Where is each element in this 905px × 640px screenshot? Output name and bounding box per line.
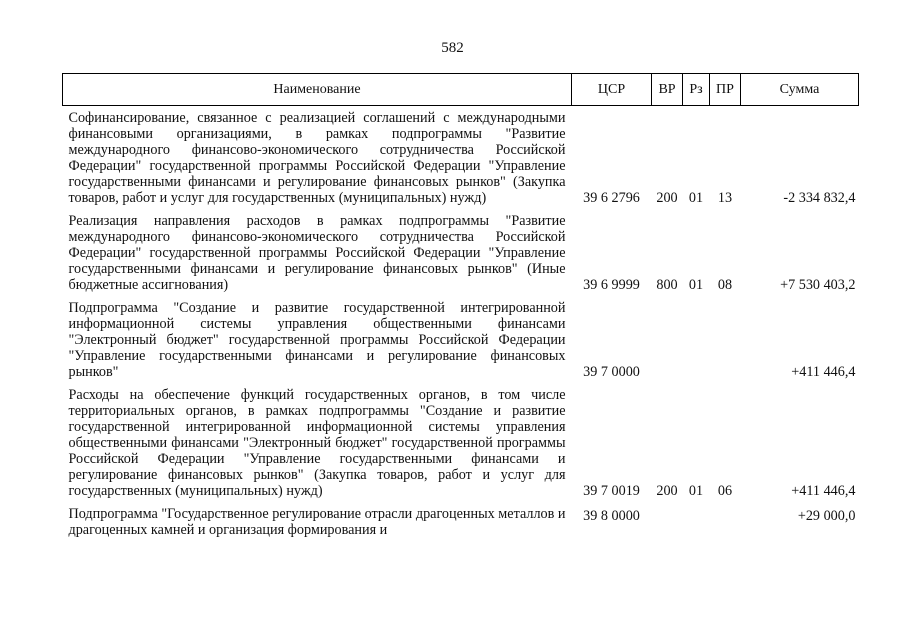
row-rz: 01 xyxy=(688,190,704,206)
row-rz xyxy=(683,499,710,538)
row-sum: +411 446,4 xyxy=(791,483,856,499)
row-csr: 39 6 2796 xyxy=(583,190,640,206)
header-vr: ВР xyxy=(652,74,683,106)
header-sum: Сумма xyxy=(741,74,859,106)
row-csr: 39 7 0000 xyxy=(583,364,640,380)
row-vr: 200 xyxy=(656,483,678,499)
row-sum: +411 446,4 xyxy=(791,364,856,380)
row-vr: 200 xyxy=(656,190,678,206)
row-pr xyxy=(710,499,741,538)
row-name: Реализация направления расходов в рамках подпрограммы "Развитие международного финансово-экономического сотрудничества Российской Федерации" государственной программы Российской Федерации "Управление государственными финансами и регулирование финансовых рынков" (Иные бюджетные ассигнования) xyxy=(68,213,566,293)
table-row xyxy=(63,499,859,538)
table-header-row xyxy=(63,74,859,106)
row-pr xyxy=(710,293,741,380)
table-row xyxy=(63,106,859,207)
row-name: Софинансирование, связанное с реализацией соглашений с международными финансовыми организациями, в рамках подпрограммы "Развитие международного финансово-экономического сотрудничества Российской Федерации" государственной программы Российской Федерации "Управление государственными финансами и регулирование финансовых рынков" (Закупка товаров, работ и услуг для государственных (муниципальных) нужд) xyxy=(68,110,566,206)
row-name: Подпрограмма "Государственное регулирование отрасли драгоценных металлов и драгоценных камней и организация формирования и xyxy=(68,506,566,538)
row-pr: 13 xyxy=(717,190,733,206)
row-csr: 39 7 0019 xyxy=(583,483,640,499)
row-vr xyxy=(652,293,683,380)
row-name: Подпрограмма "Создание и развитие государственной интегрированной информационной системы управления общественными финансами "Электронный бюджет" государственной программы Российской Федерации "Управление государственными финансами и регулирование финансовых рынков" xyxy=(68,300,566,380)
header-rz: Рз xyxy=(683,74,710,106)
table-row xyxy=(63,380,859,499)
row-vr: 800 xyxy=(656,277,678,293)
row-rz xyxy=(683,293,710,380)
header-csr: ЦСР xyxy=(572,74,652,106)
row-pr: 08 xyxy=(717,277,733,293)
row-csr: 39 6 9999 xyxy=(583,277,640,293)
header-pr: ПР xyxy=(710,74,741,106)
row-vr xyxy=(652,499,683,538)
header-name: Наименование xyxy=(63,74,572,106)
row-csr: 39 8 0000 xyxy=(583,508,640,524)
row-sum: +7 530 403,2 xyxy=(780,277,856,293)
row-sum: +29 000,0 xyxy=(797,508,856,524)
row-sum: -2 334 832,4 xyxy=(783,190,856,206)
row-rz: 01 xyxy=(688,483,704,499)
budget-table xyxy=(62,73,859,538)
page-number: 582 xyxy=(441,40,464,56)
row-rz: 01 xyxy=(688,277,704,293)
table-row xyxy=(63,206,859,293)
row-name: Расходы на обеспечение функций государственных органов, в том числе территориальных органов, в рамках подпрограммы "Создание и развитие государственной интегрированной информационной системы управления общественными финансами "Электронный бюджет" государственной программы Российской Федерации "Управление государственными финансами и регулирование финансовых рынков" (Закупка товаров, работ и услуг для государственных (муниципальных) нужд) xyxy=(68,387,566,499)
row-pr: 06 xyxy=(717,483,733,499)
table-row xyxy=(63,293,859,380)
